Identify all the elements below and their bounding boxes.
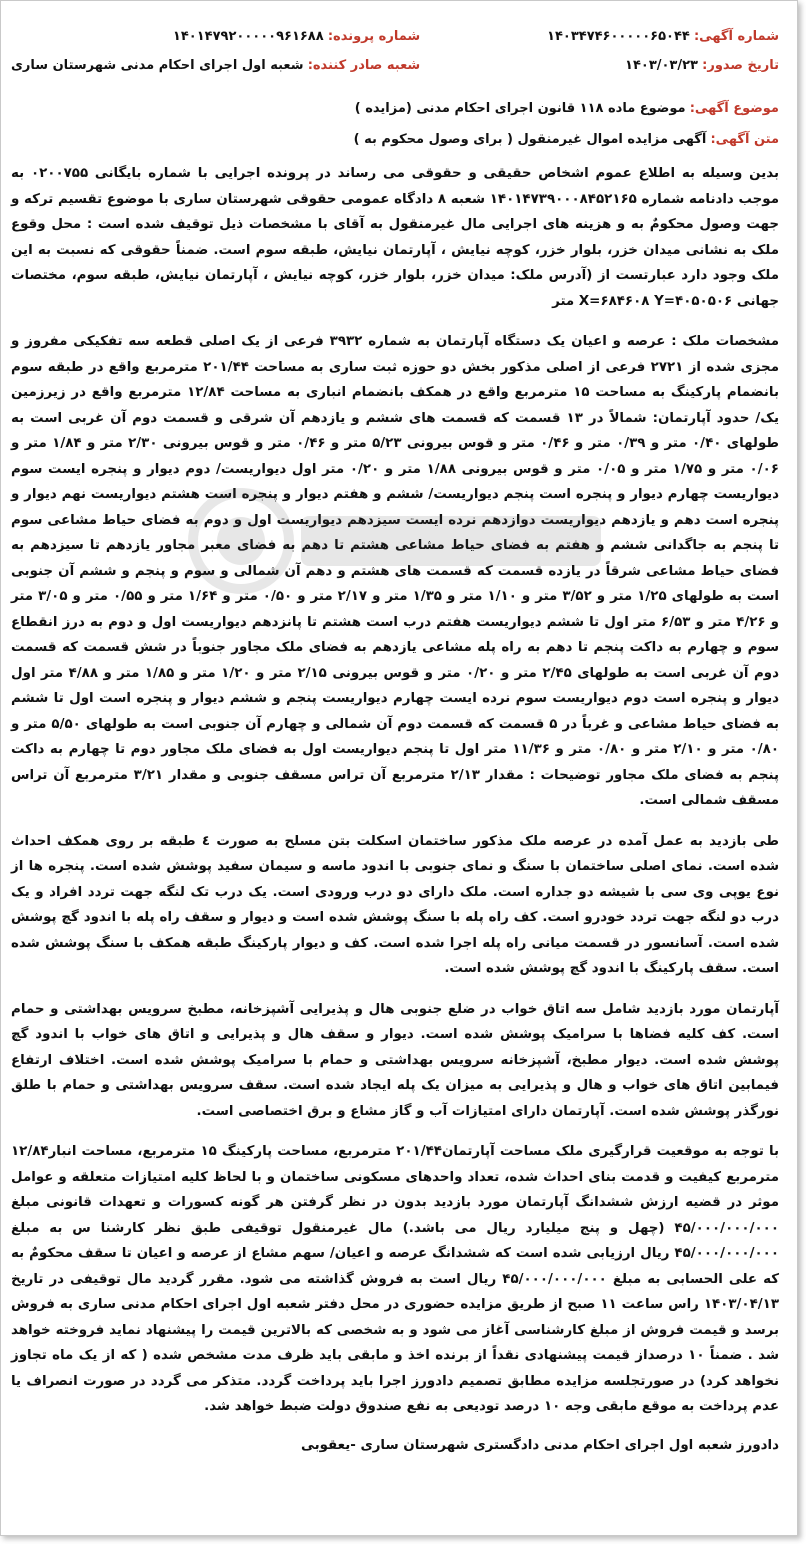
issue-date-value: ۱۴۰۳/۰۳/۲۳ <box>625 58 698 73</box>
subject-value: موضوع ماده ۱۱۸ قانون اجرای احکام مدنی (مزایده ) <box>354 101 686 116</box>
issuer-label: شعبه صادر کننده: <box>307 58 421 73</box>
paragraph-inspection: طی بازدید به عمل آمده در عرصه ملک مذکور ساختمان اسکلت بتن مسلح به صورت ٤ طبقه بر روی همکف احداث شده است. نمای اصلی ساختمان با سنگ و نمای جنوبی با اندود ماسه و سیمان سفید پوشش شده است. پنجره ها از نوع یوپی وی سی با شیشه دو جداره است. ملک دارای دو درب ورودی است. یک درب تک لنگه جهت تردد افراد و یک درب دو لنگه جهت تردد خودرو است. کف راه پله با سنگ پوشش شده است و دیوار و سقف راه پله با اندود گچ پوشش شده است. آسانسور در قسمت میانی راه پله اجرا شده است. کف و دیوار پارکینگ طبقه همکف با سنگ پوشش شده است. سقف پارکینگ با اندود گچ پوشش شده است. <box>11 833 780 976</box>
ad-text <box>11 132 779 147</box>
ad-body <box>11 161 779 1458</box>
subject <box>11 101 779 116</box>
header <box>11 29 779 73</box>
case-number-label: شماره پرونده: <box>327 29 421 44</box>
paragraph-apartment: آپارتمان مورد بازدید شامل سه اتاق خواب در ضلع جنوبی هال و پذیرایی آشپزخانه، مطبخ سرویس بهداشتی و حمام است. کف کلیه فضاها با سرامیک پوشش شده است. دیوار و سقف هال و پذیرایی و اتاق های خواب با اندود گچ پوشش شده است. دیوار مطبخ، آشپزخانه سرویس بهداشتی و حمام با سرامیک پوشش شده است. اختلاف ارتفاع فیمابین اتاق های خواب و هال و پذیرایی به میزان یک پله ایجاد شده است. سقف سرویس بهداشتی و حمام با طلق نورگذر پوشش شده است. آپارتمان دارای امتیازات آب و گاز مشاع و برق اختصاصی است. <box>11 1001 779 1119</box>
issue-date <box>420 58 779 73</box>
issuer <box>11 58 420 73</box>
paragraph-intro: بدین وسیله به اطلاع عموم اشخاص حقیقی و حقوقی می رساند در پرونده اجرایی با شماره بایگانی ۰۲۰۰۷۵۵ به موجب دادنامه شماره ۱۴۰۱۴۷۳۹۰۰۰۸۴۵۲۱۶۵ شعبه ۸ دادگاه عمومی حقوقی شهرستان ساری با موضوع تقسیم ترکه و جهت وصول محکومٌ به و هزینه های اجرایی مال غیرمنقول به آقای با مشخصات ذیل توقیف شده است : محل وقوع ملک به نشانی میدان خزر، بلوار خزر، کوچه نیایش ، آپارتمان نیایش، طبقه سوم است. ضمناً حقوقی که نسبت به این ملک وجود دارد عبارتست از (آدرس ملک: میدان خزر، بلوار خزر، کوچه نیایش ، آپارتمان نیایش، طبقه سوم، مختصات جهانی X=۶۸۴۶۰۸ Y=۴۰۵۰۵۰۶ متر <box>11 166 780 309</box>
issuer-value: شعبه اول اجرای احکام مدنی شهرستان ساری <box>11 58 304 73</box>
case-number <box>11 29 420 44</box>
paragraph-valuation: با توجه به موقعیت قرارگیری ملک مساحت آپارتمان۲۰۱/۴۴ مترمربع، مساحت پارکینگ ۱۵ مترمربع، مساحت انبار۱۲/۸۴ مترمربع کیفیت و قدمت بنای احداث شده، تعداد واحدهای مسکونی ساختمان و با لحاظ کلیه امتیازات متعلقه و عوامل موثر در قضیه ارزش ششدانگ آپارتمان مورد بازدید بدون در نظر گرفتن هر گونه کسورات و تعهدات قانونی مبلغ ۴۵/۰۰۰/۰۰۰/۰۰۰ (چهل و پنج میلیارد ریال می باشد.) مال غیرمنقول توقیفی طبق نظر کارشنا س به مبلغ ۴۵/۰۰۰/۰۰۰/۰۰۰ ریال ارزیابی شده است که ششدانگ عرصه و اعیان/ سهم مشاع از عرصه و اعیان تا سقف محکومٌ به که علی الحسابی به مبلغ ۴۵/۰۰۰/۰۰۰/۰۰۰ ریال است به فروش گذاشته می شود. مقرر گردید مال توقیفی در تاریخ ۱۴۰۳/۰۴/۱۳ راس ساعت ۱۱ صبح از طریق مزایده حضوری در محل دفتر شعبه اول اجرای احکام مدنی ساری به فروش برسد و قیمت فروش از مبلغ کارشناسی آغاز می شود و به شخصی که بالاترین قیمت را پیشنهاد نماید فروخته خواهد شد . ضمناً ۱۰ درصداز قیمت پیشنهادی نقداً از برنده اخذ و مابقی باید ظرف مدت مشخص شده ( که از یک ماه تجاوز نخواهد کرد) در صورتجلسه مزایده مطابق تصمیم دادورز اجرا باید پرداخت گردد. متذکر می گردد در صورت انصراف یا عدم پرداخت به موقع مابقی وجه ۱۰ درصد تودیعی به نفع صندوق دولت ضبط خواهد شد. <box>11 1144 780 1414</box>
signature: دادورز شعبه اول اجرای احکام مدنی دادگستری شهرستان ساری -یعقوبی <box>301 1437 779 1453</box>
ad-number-label: شماره آگهی: <box>693 29 779 44</box>
ad-text-value: آگهی مزایده اموال غیرمنقول ( برای وصول محکوم به ) <box>353 132 707 147</box>
issue-date-label: تاریخ صدور: <box>702 58 779 73</box>
ad-number-value: ۱۴۰۳۴۷۴۶۰۰۰۰۰۶۵۰۴۴ <box>547 29 690 44</box>
subject-label: موضوع آگهی: <box>689 101 779 116</box>
paragraph-property-specs: مشخصات ملک : عرصه و اعیان یک دستگاه آپارتمان به شماره ۳۹۳۲ فرعی از یک اصلی قطعه سه تفکیکی مفروز و مجزی شده از ۲۷۲۱ فرعی از اصلی مذکور بخش دو حوزه ثبت ساری به مساحت ۲۰۱/۴۴ مترمربع واقع در طبقه سوم بانضمام پارکینگ به مساحت ۱۵ مترمربع واقع در همکف بانضمام انباری به مساحت ۱۲/۸۴ مترمربع واقع در زیرزمین یک/ حدود آپارتمان: شمالاً در ۱۳ قسمت که قسمت های ششم و یازدهم آن شرقی و قسمت دوم آن غربی است به طولهای ۰/۴۰ متر و ۰/۳۹ متر و ۰/۴۶ متر و قوس بیرونی ۵/۲۳ متر و ۰/۴۶ متر و قوس بیرونی ۲/۳۰ متر و ۱/۸۴ متر و ۰/۰۶ متر و ۱/۷۵ متر و ۰/۰۵ متر و قوس بیرونی ۱/۸۸ متر و ۰/۲۰ متر اول دیواریست/ دوم دیوار و پنجره ایست سوم دیواریست چهارم دیوار و پنجره است پنجم دیواریست/ ششم و هفتم دیوار و پنجره است هشتم دیواریست نهم دیوار و پنجره است دهم و یازدهم دیواریست دوازدهم نرده ایست سیزدهم دیواریست اول و دوم به فضای حیاط مشاعی سوم تا پنجم به جاگدانی ششم و هفتم به فضای حیاط مشاعی هشتم تا دهم به فضای معبر مجاور یازدهم تا سیزدهم به فضای حیاط مشاعی شرقاً در یازده قسمت که قسمت های هشتم و دهم آن شمالی و سوم و پنجم و ششم آن جنوبی است به طولهای ۱/۲۵ متر و ۳/۵۲ متر و ۱/۱۰ متر و ۱/۳۵ متر و ۲/۱۷ متر و ۰/۵۰ متر و ۱/۶۴ متر و ۰/۵۵ متر و ۳/۰۵ متر و ۴/۲۶ متر و ۶/۵۳ متر اول تا ششم دیواریست هفتم درب است هشتم تا پانزدهم دیواریست اول و دوم به درز انقطاع سوم و چهارم به داکت پنجم تا دهم به راه پله مشاعی یازدهم به فضای ملک مجاور جنوباً در شش قسمت که قسمت دوم آن غربی است به طولهای ۲/۴۵ متر و ۰/۲۰ متر و قوس بیرونی ۲/۱۵ متر و ۱/۲۰ متر و ۱/۸۵ متر و ۴/۸۸ متر اول دیوار و پنجره است دوم دیواریست سوم نرده ایست چهارم دیواریست پنجم و ششم دیوار و پنجره است اول تا ششم به فضای حیاط مشاعی و غرباً در ۵ قسمت که قسمت دوم آن شمالی و چهارم آن جنوبی است به طولهای ۵/۵۰ متر و ۰/۸۰ متر و ۲/۱۰ متر و ۰/۸۰ متر و ۱۱/۳۶ متر اول تا پنجم دیواریست اول به فضای ملک مجاور دوم تا چهارم به داکت پنجم به فضای ملک مجاور توضیحات : مقدار ۲/۱۳ مترمربع آن تراس مسقف جنوبی و مقدار ۳/۲۱ مترمربع آن تراس مسقف شمالی است. <box>11 334 779 808</box>
ad-text-label: متن آگهی: <box>710 132 779 147</box>
ad-number <box>420 29 779 44</box>
case-number-value: ۱۴۰۱۴۷۹۲۰۰۰۰۰۹۶۱۶۸۸ <box>172 29 324 44</box>
